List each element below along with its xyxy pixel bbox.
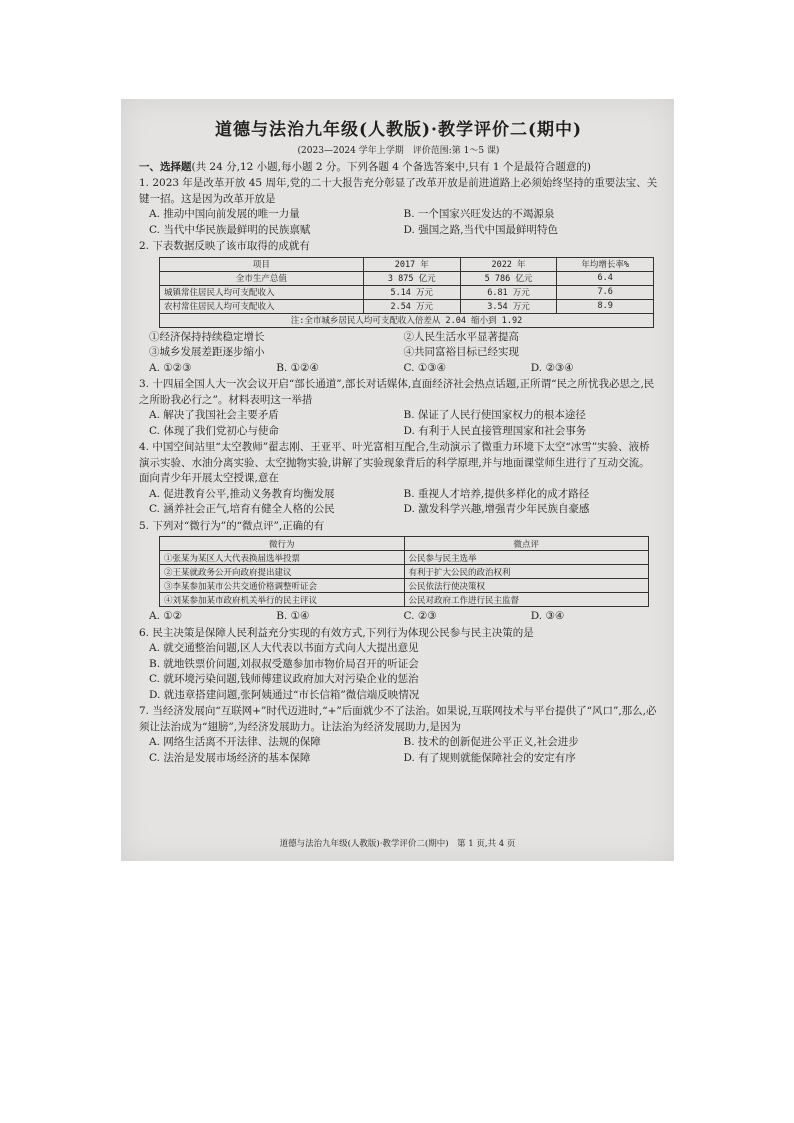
table-header: 年均增长率% [557,257,654,271]
table-cell: ③李某参加某市公共交通价格调整听证会 [160,579,405,593]
option-a: A. 促进教育公平,推动义务教育均衡发展 [149,487,335,500]
option-b: B. 技术的创新促进公平正义,社会进步 [403,736,579,748]
behavior-table [159,536,649,607]
table-header: 项目 [160,257,364,271]
question-7-options [139,735,658,766]
table-note-row [160,313,654,327]
option-d: D. ②③④ [530,361,574,374]
option-c: C. 当代中华民族最鲜明的民族禀赋 [149,223,311,236]
table-cell: 5.14 万元 [363,285,460,299]
statement-2: ②人民生活水平显著提高 [403,330,519,343]
page-footer: 道德与法治九年级(人教版)·教学评价二(期中) 第 1 页,共 4 页 [279,839,516,849]
option-a: A. 网络生活离不开法律、法规的保障 [149,736,321,748]
question-7-stem: 7. 当经济发展向“互联网+”时代迈进时,“+”后面就少不了法治。如果说,互联网技术与平台提供了“风口”,那么,必须让法治成为“翅膀”,为经济发展助力。让法治为经济发展助力,是因为 [139,705,657,733]
option-a: A. ①②③ [149,361,192,374]
table-cell: 全市生产总值 [160,271,364,285]
option-c: C. 涵养社会正气,培育有健全人格的公民 [149,503,335,515]
option-d: D. 激发科学兴趣,增强青少年民族自豪感 [403,503,590,515]
table-cell: 有利于扩大公民的政治权利 [404,565,649,579]
table-cell: 2.54 万元 [363,299,460,313]
table-cell: ②王某就政务公开向政府提出建议 [160,565,405,579]
table-cell: 8.9 [557,299,654,313]
option-c: C. 就环境污染问题,钱师傅建议政府加大对污染企业的惩治 [149,673,419,685]
statement-1: ①经济保持持续稳定增长 [149,330,265,343]
question-2-options [139,361,658,377]
option-d: D. 就违章搭建问题,张阿姨通过“市长信箱”微信端反映情况 [149,688,420,701]
table-cell: 农村常住居民人均可支配收入 [160,299,364,313]
option-b: B. ①②④ [276,361,319,374]
table-header-row [160,257,654,271]
option-a: A. 就交通整治问题,区人大代表以书面方式向人大提出意见 [149,642,419,654]
section-heading [139,160,658,175]
question-5-options [139,609,658,625]
table-cell: 公民参与民主选举 [404,551,649,565]
option-c: C. ②③ [403,610,437,622]
option-b: B. 重视人才培养,提供多样化的成才路径 [403,487,590,500]
table-row [160,285,654,299]
question-3-options [139,408,658,439]
question-2-stem: 2. 下表数据反映了该市取得的成就有 [139,240,310,252]
option-c: C. 体现了我们党初心与使命 [149,424,279,437]
question-6-stem: 6. 民主决策是保障人民利益充分实现的有效方式,下列行为体现公民参与民主决策的是 [139,626,534,639]
table-cell: 6.81 万元 [460,285,557,299]
table-header: 微行为 [160,537,405,551]
table-cell: 3 875 亿元 [363,271,460,285]
option-d: D. ③④ [530,610,565,622]
page-subtitle: (2023—2024 学年上学期 评价范围:第 1～5 课) [297,146,500,156]
table-row [160,299,654,313]
option-b: B. 一个国家兴旺发达的不竭源泉 [403,208,555,220]
table-cell: ④刘某参加某市政府机关举行的民主评议 [160,593,405,607]
option-b: B. ①④ [276,610,310,622]
question-4-stem: 4. 中国空间站里“太空教师”翟志刚、王亚平、叶光富相互配合,生动演示了微重力环境下太空“冰雪”实验、液桥演示实验、水油分离实验、太空抛物实验,讲解了实验现象背后的科学原理,并与地面课堂师生进行了互动交流。面向青少年开展太空授课,意在 [139,441,650,484]
question-6-options [139,641,658,703]
option-b: B. 保证了人民行使国家权力的根本途径 [403,409,586,421]
question-5-stem: 5. 下列对“微行为”的“微点评”,正确的有 [139,519,325,532]
option-c: C. 法治是发展市场经济的基本保障 [149,751,311,764]
option-c: C. ①③④ [403,361,447,374]
option-d: D. 有了规则就能保障社会的安定有序 [403,751,576,764]
table-row [160,579,649,593]
table-row [160,565,649,579]
table-cell: 5 786 亿元 [460,271,557,285]
table-header-row [160,537,649,551]
question-1-options [139,207,658,238]
section-title: 一、选择题 [139,161,192,173]
option-d: D. 有利于人民直接管理国家和社会事务 [403,424,587,437]
table-header: 2022 年 [460,257,557,271]
table-cell: 城镇常住居民人均可支配收入 [160,285,364,299]
option-a: A. 解决了我国社会主要矛盾 [149,409,279,421]
option-d: D. 强国之路,当代中国最鲜明特色 [403,223,559,236]
statement-4: ④共同富裕目标已经实现 [403,346,519,358]
table-row [160,271,654,285]
table-header: 2017 年 [363,257,460,271]
question-2-statements [139,330,658,361]
exam-paper [121,99,674,861]
table-row [160,593,649,607]
statement-3: ③城乡发展差距逐步缩小 [149,346,265,358]
table-cell: ①张某为某区人大代表换届选举投票 [160,551,405,565]
table-row [160,551,649,565]
option-a: A. 推动中国向前发展的唯一力量 [149,208,300,220]
table-cell: 公民依法行使决策权 [404,579,649,593]
table-header: 微点评 [404,537,649,551]
table-cell: 7.6 [557,285,654,299]
option-a: A. ①② [149,610,183,622]
section-desc: (共 24 分,12 小题,每小题 2 分。下列各题 4 个备选答案中,只有 1 个是最符合题意的) [191,161,592,173]
table-cell: 公民对政府工作进行民主监督 [404,593,649,607]
question-4-options [139,487,658,518]
option-b: B. 就地铁票价问题,刘叔叔受邀参加市物价局召开的听证会 [149,657,419,670]
question-3-stem: 3. 十四届全国人大一次会议开启“部长通道”,部长对话媒体,直面经济社会热点话题,正所谓“民之所忧我必思之,民之所盼我必行之”。材料表明这一举措 [139,378,655,406]
table-cell: 6.4 [557,271,654,285]
page-title: 道德与法治九年级(人教版)·教学评价二(期中) [214,120,583,140]
table-cell: 3.54 万元 [460,299,557,313]
table-note: 注:全市城乡居民人均可支配收入倍差从 2.04 缩小到 1.92 [160,313,654,327]
data-table [159,257,654,328]
question-1-stem: 1. 2023 年是改革开放 45 周年,党的二十大报告充分彰显了改革开放是前进道路上必须始终坚持的重要法宝、关键一招。这是因为改革开放是 [139,177,658,205]
